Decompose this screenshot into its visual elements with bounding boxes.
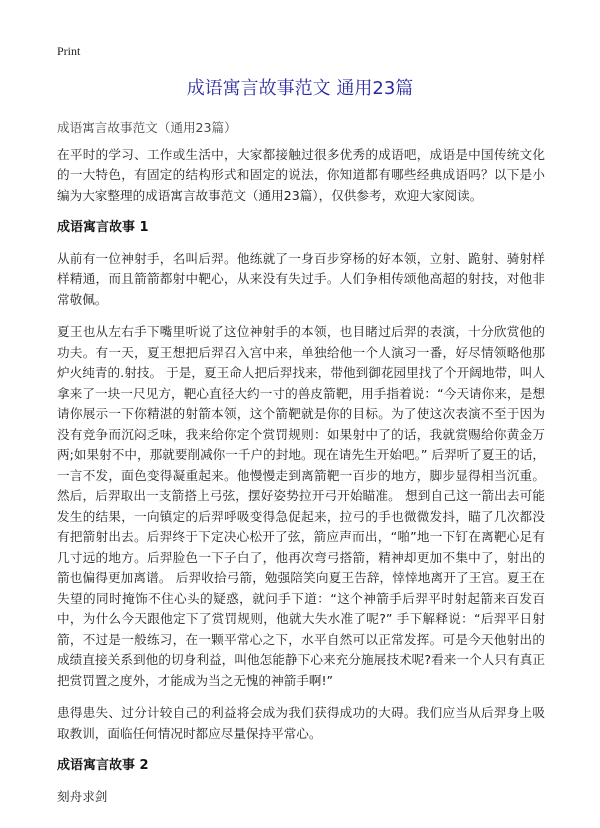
section-1-paragraph-1: 从前有一位神射手，名叫后羿。他练就了一身百步穿杨的好本领，立射、跪射、骑射样样精通，而且箭箭都射中靶心，从来没有失过手。人们争相传颂他高超的射技，对他非常敬佩。 [57,250,545,307]
intro-paragraph: 在平时的学习、工作或生活中，大家都接触过很多优秀的成语吧，成语是中国传统文化的一大特色，有固定的结构形式和固定的说法，你知道都有哪些经典成语吗？以下是小编为大家整理的成语寓言故事范文（通用23篇），仅供参考，欢迎大家阅读。 [57,146,545,203]
section-2-heading: 成语寓言故事 2 [57,758,149,773]
document-body [57,118,545,807]
document-title: 成语寓言故事范文 通用23篇 [186,78,414,99]
print-link[interactable]: Print [57,44,81,58]
section-1-paragraph-2: 夏王也从左右手下嘴里听说了这位神射手的本领，也目睹过后羿的表演，十分欣赏他的功夫。有一天，夏王想把后羿召入宫中来，单独给他一个人演习一番，好尽情领略他那炉火纯青的.射技。 于是，夏王命人把后羿找来，带他到御花园里找了个开阔地带，叫人拿来了一块一尺见方，靶心直径大约一寸的兽皮箭靶，用手指着说：“今天请你来，是想请你展示一下你精湛的射箭本领，这个箭靶就是你的目标。为了使这次表演不至于因为没有竞争而沉闷乏味，我来给你定个赏罚规则：如果射中了的话，我就赏赐给你黄金万两;如果射不中，那就要削减你一千户的封地。现在请先生开始吧。” 后羿听了夏王的话，一言不发，面色变得凝重起来。他慢慢走到离箭靶一百步的地方，脚步显得相当沉重。然后，后羿取出一支箭搭上弓弦，摆好姿势拉开弓开始瞄准。 想到自己这一箭出去可能发生的结果，一向镇定的后羿呼吸变得急促起来，拉弓的手也微微发抖，瞄了几次都没有把箭射出去。后羿终于下定决心松开了弦，箭应声而出，“啪”地一下钉在离靶心足有几寸远的地方。后羿脸色一下子白了，他再次弯弓搭箭，精神却更加不集中了，射出的箭也偏得更加离谱。 后羿收拾弓箭，勉强陪笑向夏王告辞，悻悻地离开了王宫。夏王在失望的同时掩饰不住心头的疑惑，就问手下道：“这个神箭手后羿平时射起箭来百发百中，为什么今天跟他定下了赏罚规则，他就大失水准了呢?” 手下解释说：“后羿平日射箭，不过是一般练习，在一颗平常心之下，水平自然可以正常发挥。可是今天他射出的成绩直接关系到他的切身利益，叫他怎能静下心来充分施展技术呢?看来一个人只有真正把赏罚置之度外，才能成为当之无愧的神箭手啊!” [57,324,545,688]
section-2-paragraph-1: 刻舟求剑 [57,788,108,804]
section-1-heading: 成语寓言故事 1 [57,220,149,235]
document-subtitle: 成语寓言故事范文（通用23篇） [57,120,237,135]
section-1-paragraph-3: 患得患失、过分计较自己的利益将会成为我们获得成功的大碍。我们应当从后羿身上吸取教训，面临任何情况时都应尽量保持平常心。 [57,705,545,741]
